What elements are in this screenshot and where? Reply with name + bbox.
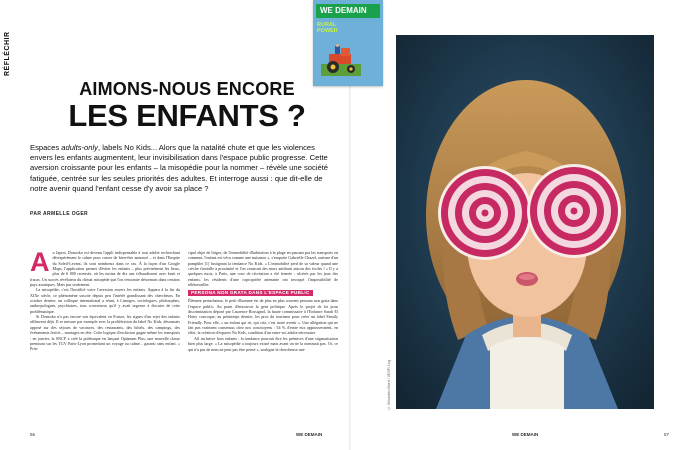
child-portrait-photo — [396, 35, 654, 409]
body-paragraph: Ail inclusive hors enfants : la tendance pourrait être les prémices d'une stigmatisation bien plus large. « La misopédie a toujours existé mais avant on ne la nommait pas. Or, ce qui n'a pas de nom ne peut pas être pensé », souligne la chercheuse uni- — [188, 335, 338, 352]
body-paragraph — [30, 247, 180, 288]
page-number-right: 57 — [664, 432, 670, 437]
body-paragraph: cipal objet de litiges, de l'immobilité d'habitation à la plage en passant par les transports en commun, l'enfant est vécu comme une nuisance », s'emporte Gabrielle Chazel, auteure d'un pamphlet [1] fustigeant la tendance No Kids. « L'immobilité perd de sa valeur quand une crèche s'installe à proximité et l'on construit des murs antibruit autour des écoles ! » Il y a quelques mois, à Paris, une cour de récréation a été fermée : ulcérés par les jeux des enfants, les résidents d'une copropriété attenante ont invoqué l'impossibilité de télétravailler. — [188, 250, 338, 288]
photo-credit: © Sébastien Baert / VESP/ Leg — [387, 360, 391, 410]
cover-logo: WE DEMAIN — [316, 4, 380, 18]
portrait-illustration — [396, 35, 654, 409]
body-paragraph: Si Donzoko n'a pas encore son équivalent en France, les signes d'un rejet des enfants affleurent déjà. Il se mesure par exemple avec la prolifération du label No Kids, désormais apposé sur des séjours de vacances, des restaurants, des hôtels, des campings, des événements festifs – mariages en tête. Cette logique d'exclusion gagne même les transports : en janvier, la SNCF a créé la polémique en lançant Optimum Plus, une nouvelle classe premium sur les TGV Paris-Lyon promettant un voyage au calme... garanti sans enfant. « Prin- — [30, 314, 180, 352]
lead-emphasis: adults-only — [61, 143, 98, 152]
beet-slice-left — [438, 166, 532, 260]
lead-prefix: Espaces — [30, 143, 62, 152]
title-line-1: AIMONS-NOUS ENCORE — [79, 79, 295, 99]
body-paragraph: La misopédie, c'est l'hostilité voire l'aversion envers les enfants. Apparu à la fin du XIXe siècle, ce phénomène suscite depuis peu l'intérêt grandissant des chercheurs. En octobre dernier, un colloque international a réuni, à Limoges, sociologues, philosophes, anthropologues, psychiatres, tous convaincus qu'il y avait urgence à discuter de cette problématique. — [30, 287, 180, 314]
tractor-illustration — [321, 44, 361, 76]
folio-left: WE DEMAIN — [296, 432, 323, 437]
title-line-2: LES ENFANTS ? — [68, 98, 306, 133]
section-subhead: PERSONA NON GRATA DANS L'ESPACE PUBLIC — [188, 290, 313, 296]
page-number-left: 56 — [30, 432, 36, 437]
body-column-2 — [188, 250, 338, 352]
article-title — [56, 80, 318, 131]
magazine-cover-thumbnail — [313, 0, 383, 86]
body-column-1 — [30, 247, 180, 352]
byline: PAR ARMELLE OGER — [30, 211, 89, 217]
body-paragraph: Élément perturbateur, le petit d'homme est de plus en plus souvent persona non grata dans l'espace public. Au point d'émouvoir la gent politique. Après le projet de loi pour discrimination déposé par Laurence Rossignol, la haute commissaire à l'Enfance Sarah El Haïry concoque, au printemps dernier, les pros du tourisme pour créer un label Family Friendly. Pour elle, « un enfant qui rit, qui crie, c'est notre avenir ». Une allégation qui ne fait pas vraiment consensus chez nos concitoyens : 54 % d'entre eux approuveraient, en effet, la création d'espaces No Kids, condition d'un entre-soi adulte nécessaire. — [188, 298, 338, 336]
section-label: RÉFLÉCHIR — [4, 31, 11, 76]
drop-cap: A — [30, 247, 50, 277]
body-text: u Japon, Donzoko est devenu l'appli indispensable à tout adulte recherchant désespérément le calme pour casser de bien-être annoncé – et dans l'Empire du Soleil-Levant, ils sont nombreux dans ce cas. À la façon d'un Google Maps, l'application permet d'éviter les enfants – plus précisément les lieux, plus de 6 000 recensés, où les moins de dix ans s'ébaudissent avec bruit et fracas. Un succès révélateur du climat misopède que l'on rencontre désormais dans certains pays asiatiques. Mais pas seulement. — [30, 250, 180, 288]
cover-headline: RURAL POWER — [317, 22, 338, 34]
beet-slice-right — [527, 164, 621, 258]
folio-right: WE DEMAIN — [512, 432, 539, 437]
lead-body: , labels No Kids... Alors que la natalité chute et que les violences envers les enfants augmentent, leur invisibilisation dans l'espace public progresse. Cette aversion croissante pour les enfants – la misopédie pour la nommer – révèle une société fatiguée, centrée sur les seules priorités des adultes. Et interroge aussi : que dit-elle de notre avenir quand l'enfant cesse d'y avoir sa place ? — [30, 143, 329, 193]
article-lead — [30, 143, 330, 194]
